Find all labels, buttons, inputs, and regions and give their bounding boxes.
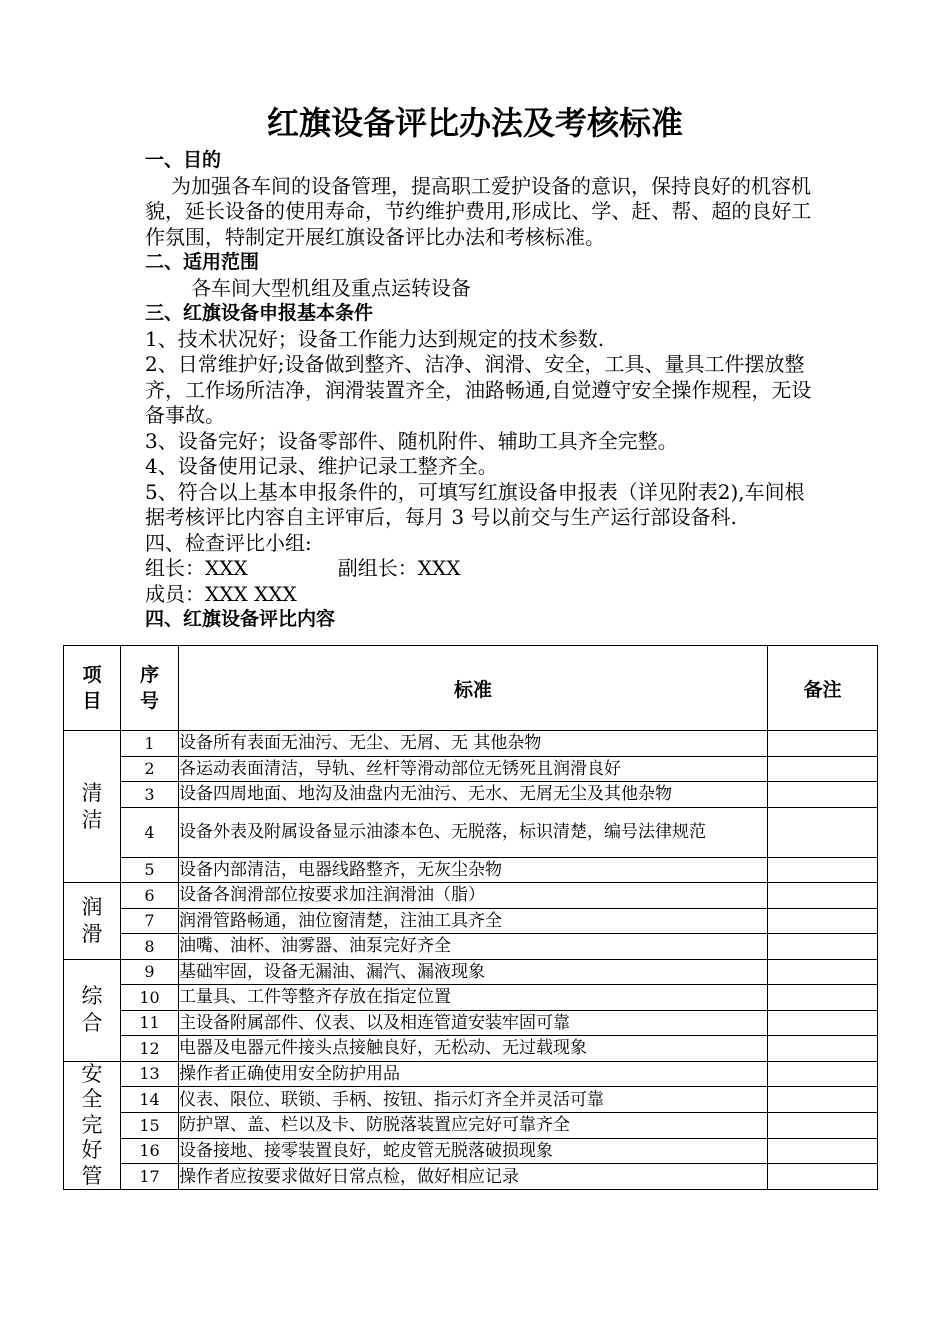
section-group-heading: 四、检查评比小组:	[145, 530, 312, 555]
section-scope-text: 各车间大型机组及重点运转设备	[191, 275, 471, 300]
row-number: 7	[121, 908, 179, 934]
row-remark	[768, 883, 878, 909]
condition-item-4: 4、设备使用记录、维护记录工整齐全。	[145, 454, 498, 478]
row-remark	[768, 985, 878, 1011]
row-number: 4	[121, 807, 179, 857]
section-purpose-text: 为加强各车间的设备管理，提高职工爱护设备的意识，保持良好的机容机貌，延长设备的使用寿命，节约维护费用,形成比、学、赶、帮、超的良好工作氛围，特制定开展红旗设备评比办法和考核标准。	[145, 173, 812, 249]
row-remark	[768, 731, 878, 757]
row-number: 8	[121, 934, 179, 960]
row-remark	[768, 857, 878, 883]
section-content-heading: 四、红旗设备评比内容	[145, 608, 336, 630]
table-row	[64, 756, 878, 782]
category-lubrication: 润 滑	[64, 883, 121, 960]
row-remark	[768, 1087, 878, 1113]
row-standard: 工量具、工件等整齐存放在指定位置	[179, 985, 768, 1011]
row-standard: 仪表、限位、联锁、手柄、按钮、指示灯齐全并灵活可靠	[179, 1087, 768, 1113]
row-number: 15	[121, 1112, 179, 1138]
group-members: 成员：XXX XXX	[145, 581, 297, 606]
category-safety: 安 全 完 好 管	[64, 1061, 121, 1190]
row-remark	[768, 782, 878, 808]
document-body	[145, 148, 815, 633]
category-cleaning: 清 洁	[64, 731, 121, 883]
table-row	[64, 883, 878, 909]
section-conditions-heading: 三、红旗设备申报基本条件	[145, 302, 374, 324]
row-number: 1	[121, 731, 179, 757]
header-number: 序 号	[121, 646, 179, 731]
group-vice-leader: 副组长：XXX	[337, 556, 461, 580]
row-remark	[768, 756, 878, 782]
row-standard: 润滑管路畅通，油位窗清楚，注油工具齐全	[179, 908, 768, 934]
category-general: 综 合	[64, 959, 121, 1061]
row-standard: 基础牢固，设备无漏油、漏汽、漏液现象	[179, 959, 768, 985]
row-remark	[768, 807, 878, 857]
section-purpose-heading: 一、目的	[145, 149, 222, 171]
condition-item-5: 5、符合以上基本申报条件的，可填写红旗设备申报表（详见附表2),车间根据考核评比内容自主评审后，每月 3 号以前交与生产运行部设备科.	[145, 479, 805, 529]
table-row	[64, 782, 878, 808]
row-remark	[768, 1164, 878, 1190]
table-row	[64, 731, 878, 757]
condition-item-2: 2、日常维护好;设备做到整齐、洁净、润滑、安全，工具、量具工件摆放整齐，工作场所洁净，润滑装置齐全，油路畅通,自觉遵守安全操作规程，无设备事故。	[145, 352, 812, 427]
table-row	[64, 934, 878, 960]
row-standard: 各运动表面清洁，导轨、丝杆等滑动部位无锈死且润滑良好	[179, 756, 768, 782]
row-standard: 设备四周地面、地沟及油盘内无油污、无水、无屑无尘及其他杂物	[179, 782, 768, 808]
row-standard: 设备外表及附属设备显示油漆本色、无脱落，标识清楚，编号法律规范	[179, 807, 768, 857]
header-standard: 标准	[179, 646, 768, 731]
row-standard: 设备接地、接零装置良好，蛇皮管无脱落破损现象	[179, 1138, 768, 1164]
row-remark	[768, 1061, 878, 1087]
row-number: 3	[121, 782, 179, 808]
table-row	[64, 1138, 878, 1164]
row-standard: 操作者应按要求做好日常点检，做好相应记录	[179, 1164, 768, 1190]
row-remark	[768, 1036, 878, 1062]
row-number: 14	[121, 1087, 179, 1113]
row-remark	[768, 1112, 878, 1138]
row-number: 16	[121, 1138, 179, 1164]
row-remark	[768, 1010, 878, 1036]
row-number: 5	[121, 857, 179, 883]
row-remark	[768, 1138, 878, 1164]
table-row	[64, 908, 878, 934]
table-row	[64, 1112, 878, 1138]
header-category: 项 目	[64, 646, 121, 731]
table-row	[64, 1036, 878, 1062]
row-number: 11	[121, 1010, 179, 1036]
row-standard: 设备所有表面无油污、无尘、无屑、无 其他杂物	[179, 731, 768, 757]
table-header-row	[64, 646, 878, 731]
row-standard: 油嘴、油杯、油雾器、油泵完好齐全	[179, 934, 768, 960]
row-number: 12	[121, 1036, 179, 1062]
row-standard: 主设备附属部件、仪表、以及相连管道安装牢固可靠	[179, 1010, 768, 1036]
table-row	[64, 1061, 878, 1087]
group-leader: 组长：XXX	[145, 556, 248, 580]
table-row	[64, 807, 878, 857]
table-row	[64, 959, 878, 985]
row-number: 17	[121, 1164, 179, 1190]
group-leaders	[145, 556, 815, 582]
table-row	[64, 857, 878, 883]
row-standard: 操作者正确使用安全防护用品	[179, 1061, 768, 1087]
row-number: 6	[121, 883, 179, 909]
row-number: 10	[121, 985, 179, 1011]
row-number: 9	[121, 959, 179, 985]
row-standard: 设备内部清洁，电器线路整齐，无灰尘杂物	[179, 857, 768, 883]
row-remark	[768, 934, 878, 960]
row-number: 13	[121, 1061, 179, 1087]
condition-item-1: 1、技术状况好；设备工作能力达到规定的技术参数.	[145, 326, 605, 351]
page-title: 红旗设备评比办法及考核标准	[266, 104, 683, 142]
table-row	[64, 1010, 878, 1036]
row-remark	[768, 908, 878, 934]
row-standard: 设备各润滑部位按要求加注润滑油（脂）	[179, 883, 768, 909]
table-row	[64, 985, 878, 1011]
row-standard: 电器及电器元件接头点接触良好，无松动、无过载现象	[179, 1036, 768, 1062]
row-number: 2	[121, 756, 179, 782]
table-row	[64, 1164, 878, 1190]
table-row	[64, 1087, 878, 1113]
condition-item-3: 3、设备完好；设备零部件、随机附件、辅助工具齐全完整。	[145, 428, 678, 453]
row-standard: 防护罩、盖、栏以及卡、防脱落装置应完好可靠齐全	[179, 1112, 768, 1138]
row-remark	[768, 959, 878, 985]
section-scope-heading: 二、适用范围	[145, 251, 260, 273]
standards-table	[63, 645, 878, 1190]
header-remark: 备注	[768, 646, 878, 731]
